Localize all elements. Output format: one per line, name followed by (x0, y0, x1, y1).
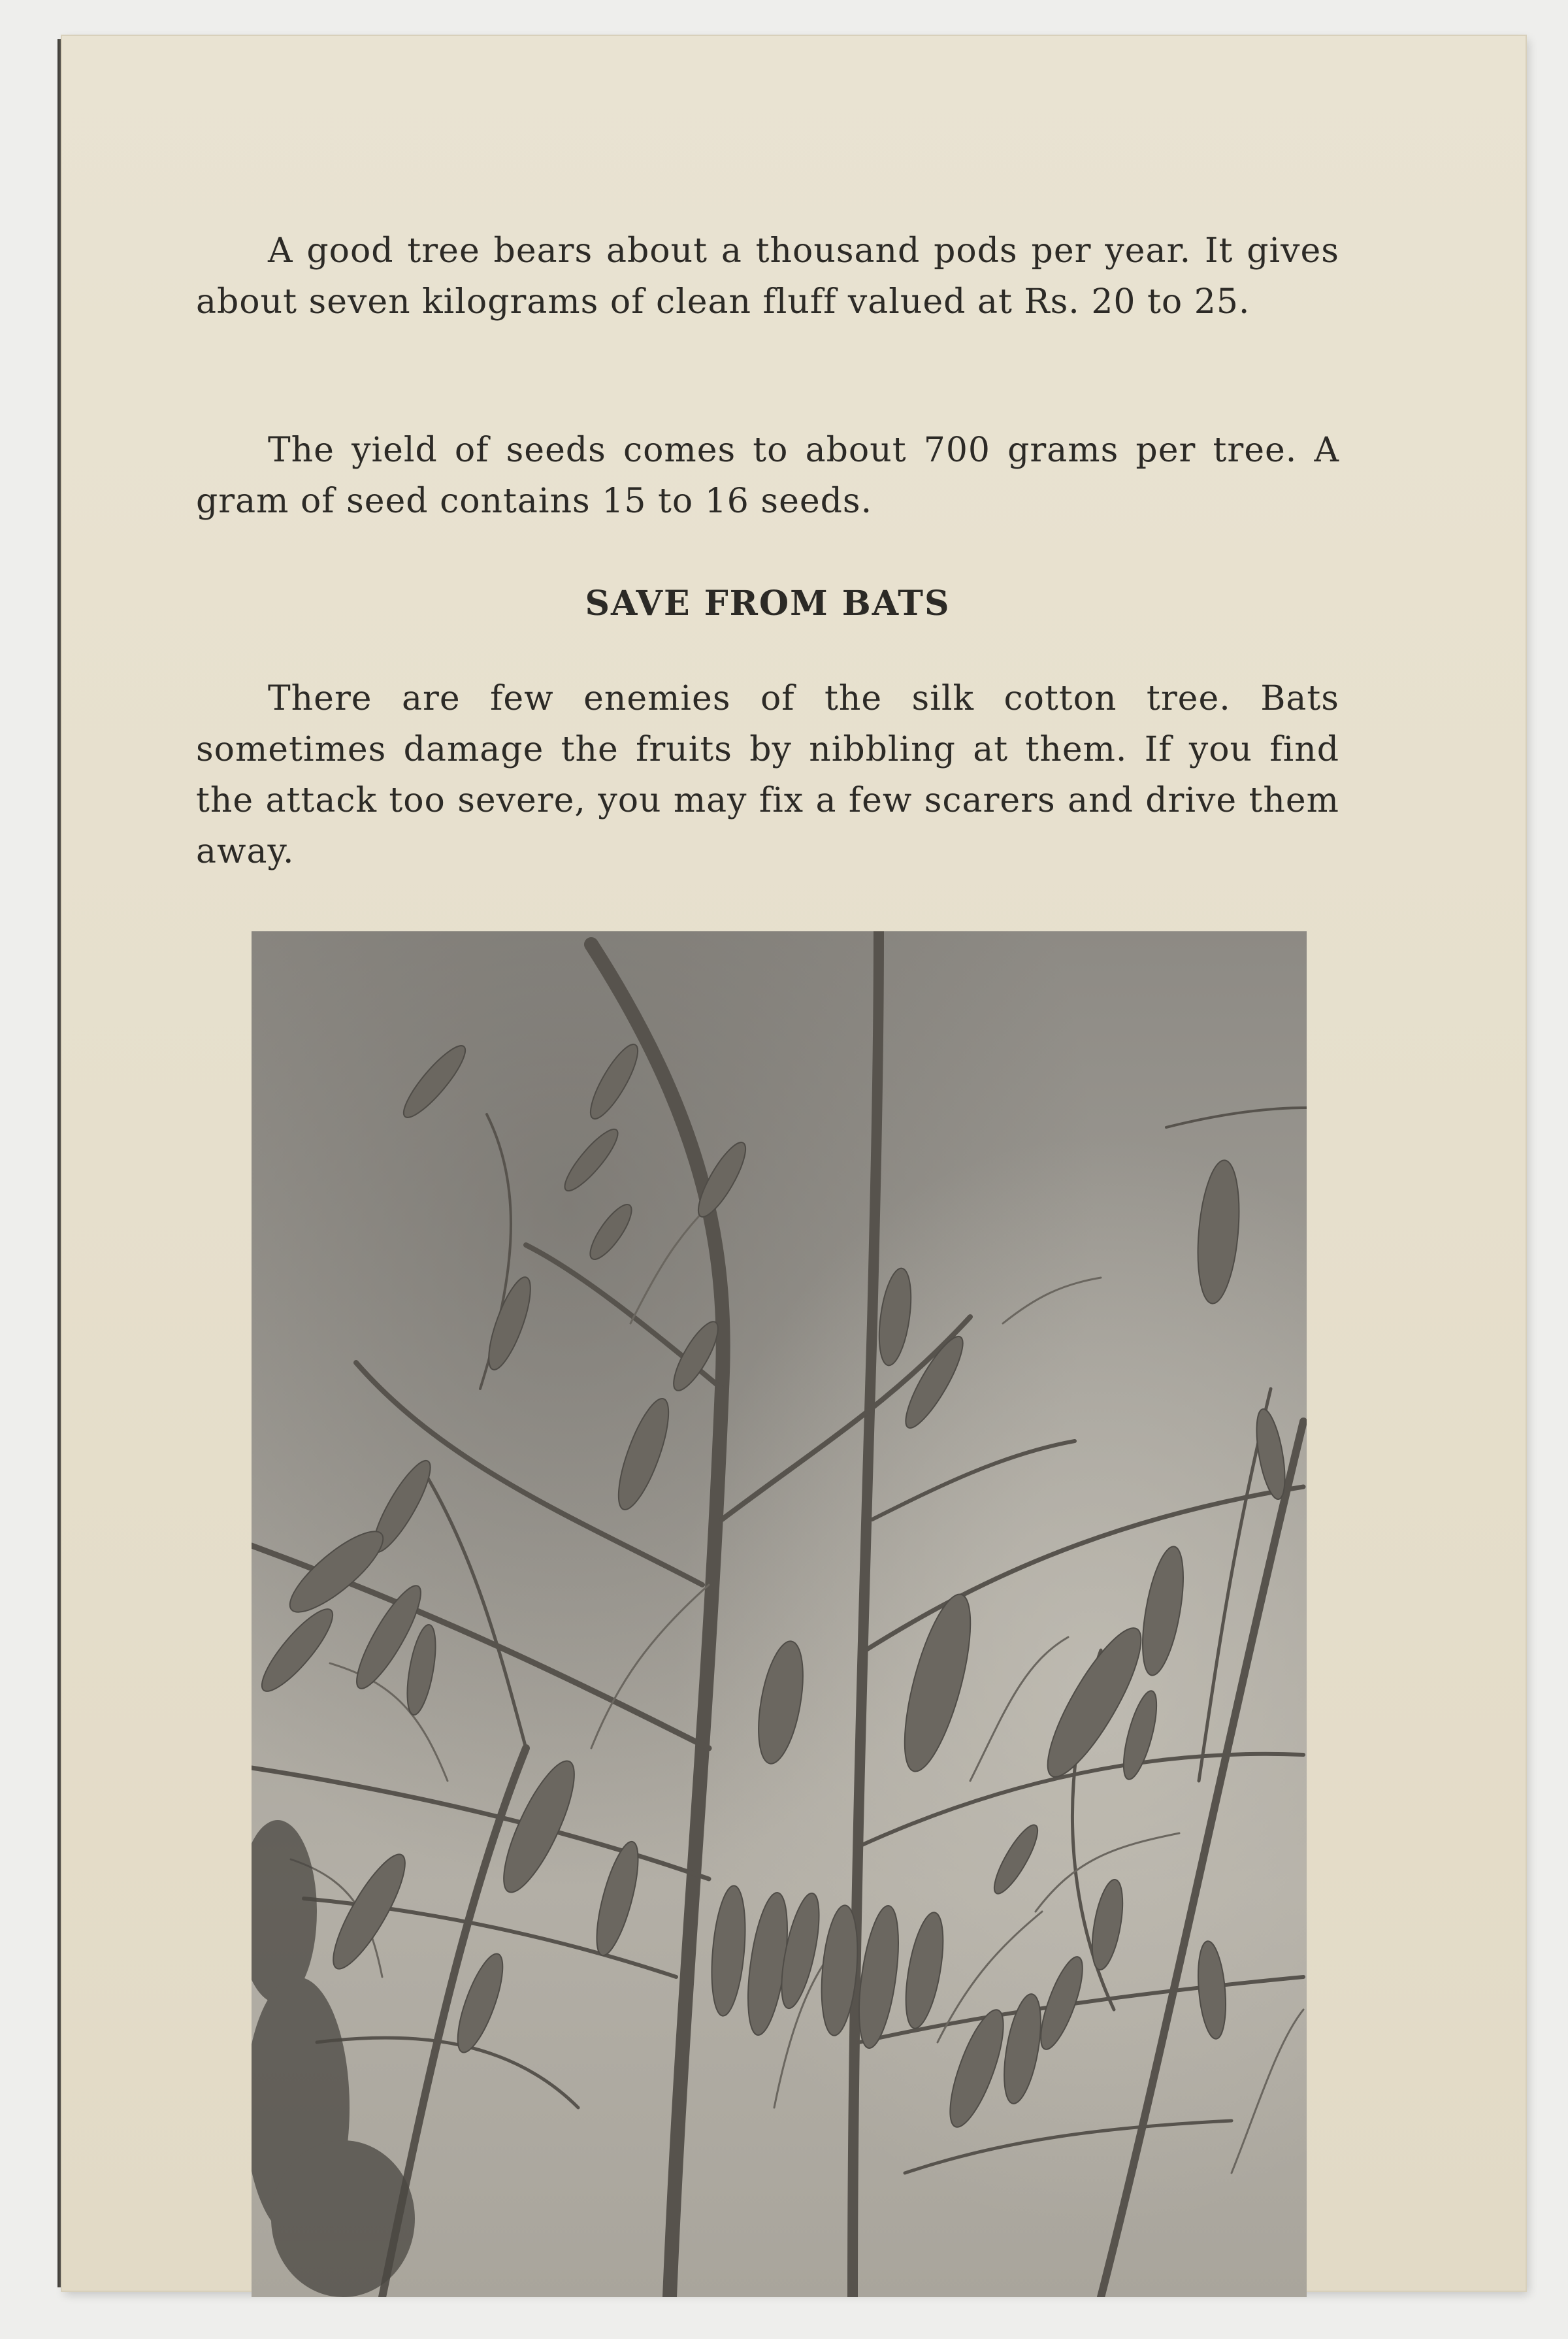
paragraph-bats: There are few enemies of the silk cotton tree. Bats sometimes damage the fruits by nibbling at them. If you find the attack too severe, you may fix a few scarers and drive them away. (196, 679, 1339, 871)
tree-photograph (252, 931, 1307, 2297)
paragraph-pod-yield: A good tree bears about a thousand pods per year. It gives about seven kilograms of clean fluff valued at Rs. 20 to 25. (196, 231, 1339, 322)
section-heading: SAVE FROM BATS (585, 584, 951, 623)
paragraph-seed-yield: The yield of seeds comes to about 700 grams per tree. A gram of seed contains 15 to 16 seeds. (196, 431, 1339, 521)
tree-photo-illustration (252, 931, 1307, 2297)
